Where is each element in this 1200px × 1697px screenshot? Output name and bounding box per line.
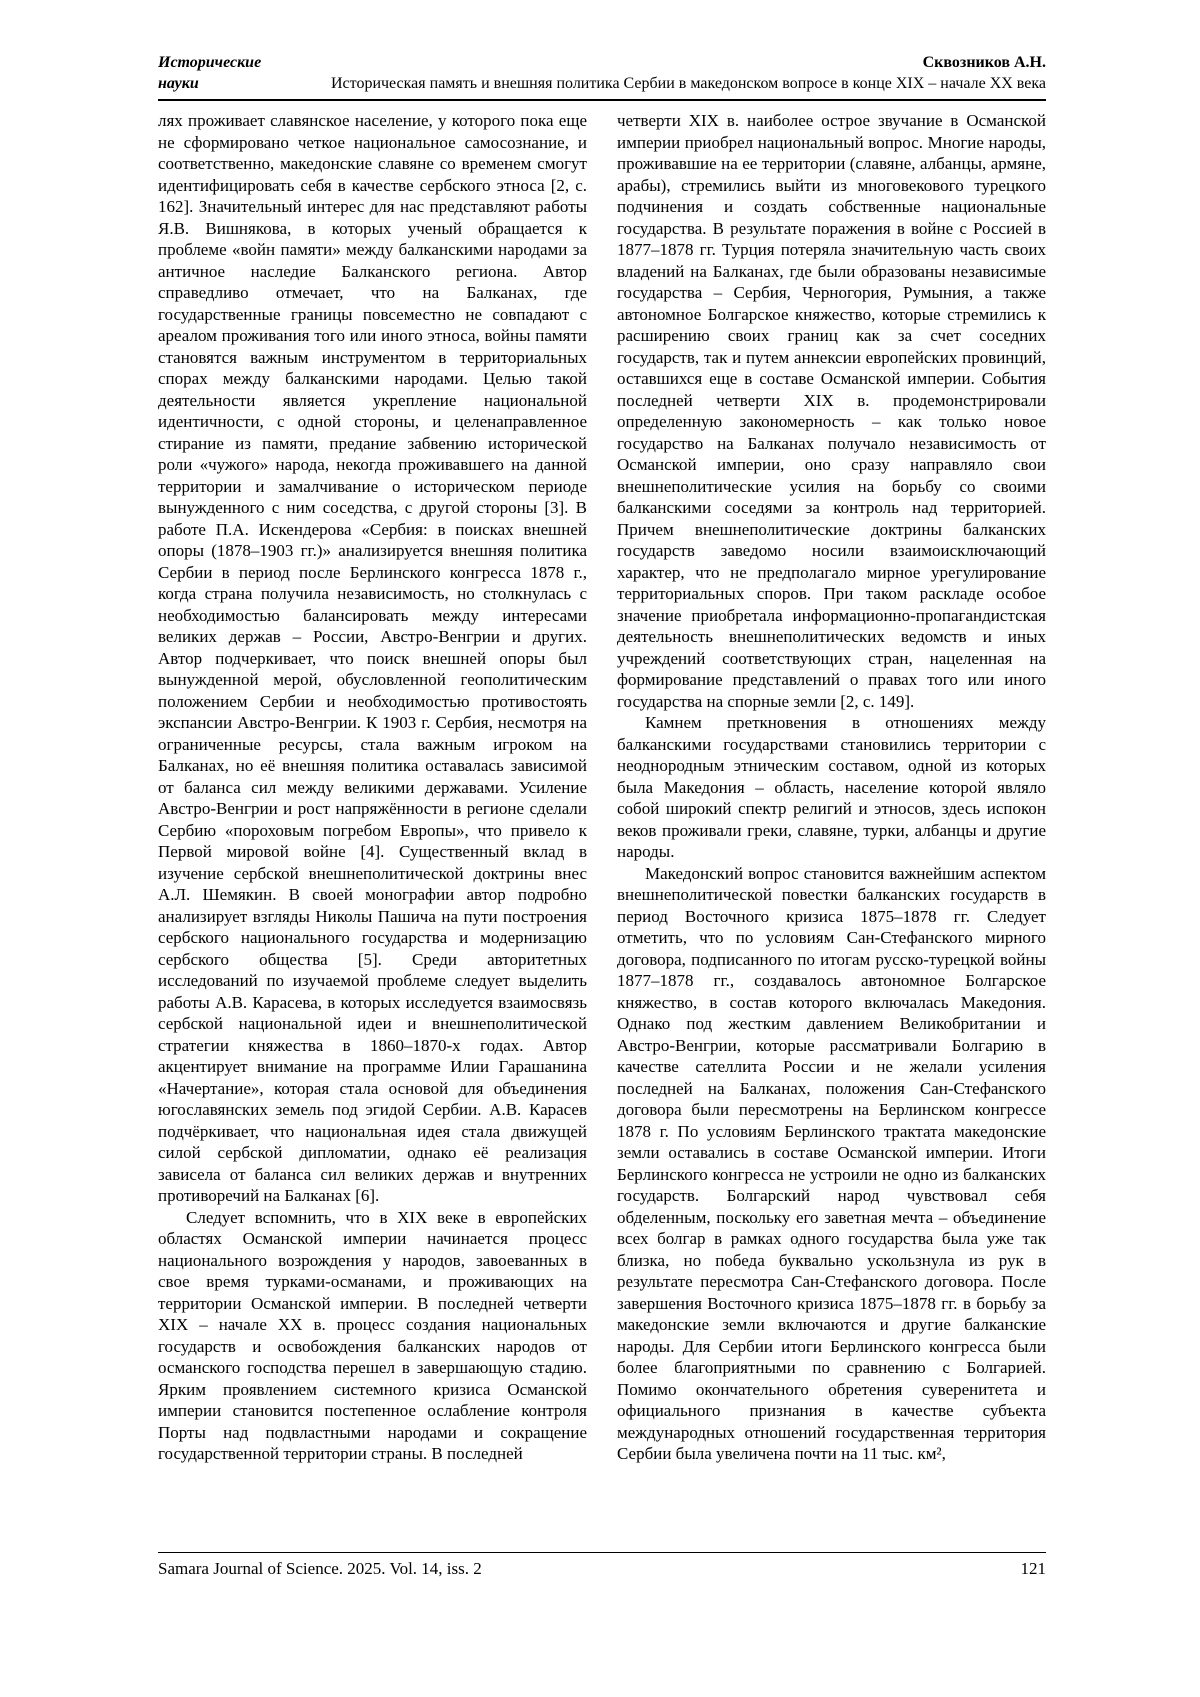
page-number: 121 <box>1020 1559 1046 1578</box>
page-footer <box>158 1552 1046 1579</box>
section-name-line1: Исторические <box>158 54 262 71</box>
article-body <box>158 110 1046 1465</box>
paragraph: лях проживает славянское население, у которого пока еще не сформировано четкое национальное самосознание, и соответственно, македонские славяне со временем смогут идентифицировать себя в качестве сербского этноса [2, с. 162]. Значительный интерес для нас представляют работы Я.В. Вишнякова, в которых ученый обращается к проблеме «войн памяти» между балканскими народами за античное наследие Балканского региона. Автор справедливо отмечает, что на Балканах, где государственные границы повсеместно не совпадают с ареалом проживания того или иного этноса, войны памяти становятся важным инструментом в территориальных спорах между балканскими народами. Целью такой деятельности является укрепление национальной идентичности, с одной стороны, и целенаправленное стирание из памяти, предание забвению исторической роли «чужого» народа, некогда проживавшего на данной территории и замалчивание о историческом периоде вынужденного с ним соседства, с другой стороны [3]. В работе П.А. Искендерова «Сербия: в поисках внешней опоры (1878–1903 гг.)» анализируется внешняя политика Сербии в период после Берлинского конгресса 1878 г., когда страна получила независимость, но столкнулась с необходимостью балансировать между интересами великих держав – России, Австро-Венгрии и других. Автор подчеркивает, что поиск внешней опоры был вынужденной мерой, обусловленной геополитическим положением Сербии и необходимостью противостоять экспансии Австро-Венгрии. К 1903 г. Сербия, несмотря на ограниченные ресурсы, стала важным игроком на Балканах, но её внешняя политика оставалась зависимой от баланса сил между великими державами. Усиление Австро-Венгрии и рост напряжённости в регионе сделали Сербию «пороховым погребом Европы», что привело к Первой мировой войне [4]. Существенный вклад в изучение сербской внешнеполитической доктрины внес А.Л. Шемякин. В своей монографии автор подробно анализирует взгляды Николы Пашича на пути построения сербского национального государства и модернизацию сербского общества [5]. Среди авторитетных исследований по изучаемой проблеме следует выделить работы А.В. Карасева, в которых исследуется взаимосвязь сербской национальной идеи и внешнеполитической стратегии княжества в 1860–1870-х годах. Автор акцентирует внимание на программе Илии Гарашанина «Начертание», которая стала основой для объединения югославянских земель под эгидой Сербии. А.В. Карасев подчёркивает, что национальная идея стала движущей силой сербской дипломатии, однако её реализация зависела от баланса сил великих держав и внутренних противоречий на Балканах [6]. <box>158 111 587 1205</box>
header-row-2 <box>158 73 1046 94</box>
paragraph: четверти XIX в. наиболее острое звучание в Османской империи приобрел национальный вопрос. Многие народы, проживавшие на ее территории (славяне, албанцы, армяне, арабы), стремились выйти из многовекового турецкого подчинения и создать собственные национальные государства. В результате поражения в войне с Россией в 1877–1878 гг. Турция потеряла значительную часть своих владений на Балканах, где были образованы независимые государства – Сербия, Черногория, Румыния, а также автономное Болгарское княжество, которые стремились к расширению своих границ как за счет соседних государств, так и путем аннексии европейских провинций, оставшихся еще в составе Османской империи. События последней четверти XIX в. продемонстрировали определенную закономерность – как только новое государство на Балканах получало независимость от Османской империи, оно сразу направляло свои внешнеполитические усилия на борьбу со своими балканскими соседями за контроль над территорией. Причем внешнеполитические доктрины балканских государств заведомо носили взаимоисключающий характер, что не предполагало мирное урегулирование территориальных споров. При таком раскладе особое значение приобретала информационно-пропагандистская деятельность внешнеполитических ведомств и иных учреждений соответствующих стран, нацеленная на формирование представлений о правах того или иного государства на спорные земли [2, с. 149]. <box>617 111 1046 711</box>
right-column <box>617 110 1046 1465</box>
paragraph: Следует вспомнить, что в XIX веке в европейских областях Османской империи начинается процесс национального возрождения у народов, завоеванных в свое время турками-османами, и проживающих на территории Османской империи. В последней четверти XIX – начале XX в. процесс создания национальных государств и освобождения балканских народов от османского господства перешел в завершающую стадию. Ярким проявлением системного кризиса Османской империи становится постепенное ослабление контроля Порты над подвластными народами и сокращение государственной территории страны. В последней <box>158 1207 587 1463</box>
journal-citation: Samara Journal of Science. 2025. Vol. 14, iss. 2 <box>158 1559 482 1578</box>
header-rule <box>158 99 1046 101</box>
paragraph: Македонский вопрос становится важнейшим аспектом внешнеполитической повестки балканских государств в период Восточного кризиса 1875–1878 гг. Следует отметить, что по условиям Сан-Стефанского мирного договора, подписанного по итогам русско-турецкой войны 1877–1878 гг., создавалось автономное Болгарское княжество, в состав которого включалась Македония. Однако под жестким давлением Великобритании и Австро-Венгрии, которые рассматривали Болгарию в качестве сателлита России и не желали усиления последней на Балканах, положения Сан-Стефанского договора были пересмотрены на Берлинском конгрессе 1878 г. По условиям Берлинского трактата македонские земли оставались в составе Османской империи. Итоги Берлинского конгресса не устроили не одно из балканских государств. Болгарский народ чувствовал себя обделенным, поскольку его заветная мечта – объединение всех болгар в рамках одного государства была уже так близка, но победа буквально ускользнула из рук в результате пересмотра Сан-Стефанского договора. После завершения Восточного кризиса 1875–1878 гг. в борьбу за македонские земли включаются и другие балканские народы. Для Сербии итоги Берлинского конгресса были более благоприятными по сравнению с Болгарией. Помимо окончательного обретения суверенитета и официального признания в качестве субъекта международных отношений государственная территория Сербии была увеличена почти на 11 тыс. км², <box>617 863 1046 1463</box>
paragraph: Камнем преткновения в отношениях между балканскими государствами становились территории с неоднородным этническим составом, одной из которых была Македония – область, население которой являло собой широкий спектр религий и этносов, здесь испокон веков проживали греки, славяне, турки, албанцы и другие народы. <box>617 713 1046 861</box>
footer-rule <box>158 1552 1046 1553</box>
section-name-line2: науки <box>158 75 199 92</box>
footer-row <box>158 1559 1046 1579</box>
running-head-title: Историческая память и внешняя политика Сербии в македонском вопросе в конце XIX – начале XX века <box>331 75 1046 92</box>
header-row-1 <box>158 52 1046 73</box>
left-column <box>158 110 587 1465</box>
page-header <box>158 52 1046 101</box>
running-head-author: Сквозников А.Н. <box>922 54 1046 71</box>
